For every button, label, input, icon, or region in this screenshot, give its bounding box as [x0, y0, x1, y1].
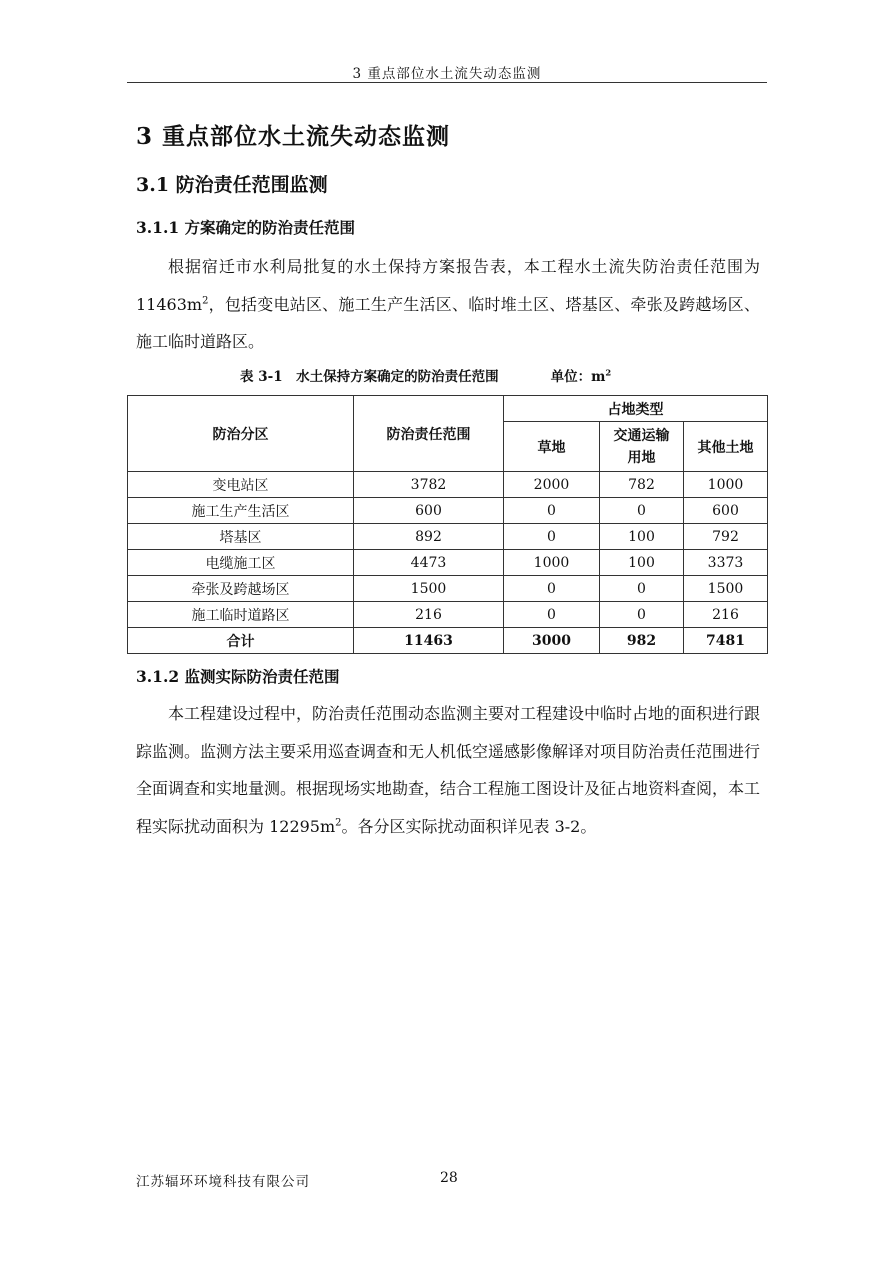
paragraph-text: 。各分区实际扰动面积详见表 3-2。: [341, 816, 597, 836]
footer-company: 江苏辐环环境科技有限公司: [136, 1174, 310, 1190]
header-transport-line1: 交通运输: [613, 427, 670, 444]
cell-transport: 100: [600, 524, 684, 550]
unit-text: 单位：m: [550, 369, 606, 385]
header-grass: 草地: [504, 422, 600, 472]
cell-grass: 0: [504, 498, 600, 524]
cell-other: 792: [684, 524, 768, 550]
subsection-title-3-1-1: 3.1.1 方案确定的防治责任范围: [136, 218, 356, 237]
header-transport-line2: 用地: [627, 449, 656, 466]
page-number: 28: [440, 1170, 458, 1186]
chapter-title: 3 重点部位水土流失动态监测: [136, 123, 451, 150]
paragraph-plan-range: [136, 248, 760, 361]
unit-superscript: 2: [605, 367, 612, 378]
table-header-row: [128, 396, 768, 422]
running-header: 3 重点部位水土流失动态监测: [352, 66, 542, 82]
cell-other: 1000: [684, 472, 768, 498]
cell-grass: 0: [504, 602, 600, 628]
section-title: 3.1 防治责任范围监测: [136, 174, 328, 196]
paragraph-text: 本工程建设过程中，防治责任范围动态监测主要对工程建设中临时占地的面积进行跟踪监测。监测方法主要采用巡查调查和无人机低空遥感影像解译对项目防治责任范围进行全面调查和实地量测。根据现场实地勘查，结合工程施工图设计及征占地资料查阅，本工程实际扰动面积为 12295m: [136, 704, 761, 836]
cell-transport: 100: [600, 550, 684, 576]
table-row: [128, 550, 768, 576]
total-range: 11463: [354, 628, 504, 654]
cell-zone: 施工临时道路区: [128, 602, 354, 628]
total-transport: 982: [600, 628, 684, 654]
header-other: 其他土地: [684, 422, 768, 472]
cell-range: 1500: [354, 576, 504, 602]
superscript: 2: [202, 295, 209, 307]
table-row: [128, 602, 768, 628]
cell-range: 3782: [354, 472, 504, 498]
header-zone: 防治分区: [128, 396, 354, 472]
cell-other: 216: [684, 602, 768, 628]
subsection-title-3-1-2: 3.1.2 监测实际防治责任范围: [136, 667, 340, 686]
superscript: 2: [335, 817, 342, 829]
header-land-type: 占地类型: [504, 396, 768, 422]
cell-transport: 0: [600, 576, 684, 602]
cell-transport: 782: [600, 472, 684, 498]
caption-text: 表 3-1 水土保持方案确定的防治责任范围: [240, 369, 499, 385]
paragraph-text: 根据宿迁市水利局批复的水土保持方案报告表，本工程水土流失防治责任范围为 11463m: [136, 257, 760, 314]
total-other: 7481: [684, 628, 768, 654]
cell-transport: 0: [600, 602, 684, 628]
table-caption: [240, 365, 611, 385]
responsibility-range-table: [127, 395, 768, 654]
cell-grass: 0: [504, 524, 600, 550]
cell-range: 216: [354, 602, 504, 628]
cell-grass: 1000: [504, 550, 600, 576]
cell-grass: 0: [504, 576, 600, 602]
total-label: 合计: [128, 628, 354, 654]
cell-other: 3373: [684, 550, 768, 576]
cell-other: 1500: [684, 576, 768, 602]
cell-transport: 0: [600, 498, 684, 524]
table-row: [128, 472, 768, 498]
table-row: [128, 576, 768, 602]
header-range: 防治责任范围: [354, 396, 504, 472]
cell-grass: 2000: [504, 472, 600, 498]
unit-label: [551, 369, 612, 385]
cell-range: 600: [354, 498, 504, 524]
cell-range: 4473: [354, 550, 504, 576]
paragraph-text: ，包括变电站区、施工生产生活区、临时堆土区、塔基区、牵张及跨越场区、施工临时道路区。: [136, 294, 760, 351]
cell-other: 600: [684, 498, 768, 524]
cell-zone: 电缆施工区: [128, 550, 354, 576]
cell-zone: 塔基区: [128, 524, 354, 550]
table-row: [128, 498, 768, 524]
cell-zone: 施工生产生活区: [128, 498, 354, 524]
cell-zone: 牵张及跨越场区: [128, 576, 354, 602]
total-grass: 3000: [504, 628, 600, 654]
table-total-row: [128, 628, 768, 654]
header-transport: [600, 422, 684, 472]
cell-range: 892: [354, 524, 504, 550]
paragraph-actual-range: [136, 695, 760, 845]
header-rule: [127, 82, 767, 83]
table-row: [128, 524, 768, 550]
cell-zone: 变电站区: [128, 472, 354, 498]
